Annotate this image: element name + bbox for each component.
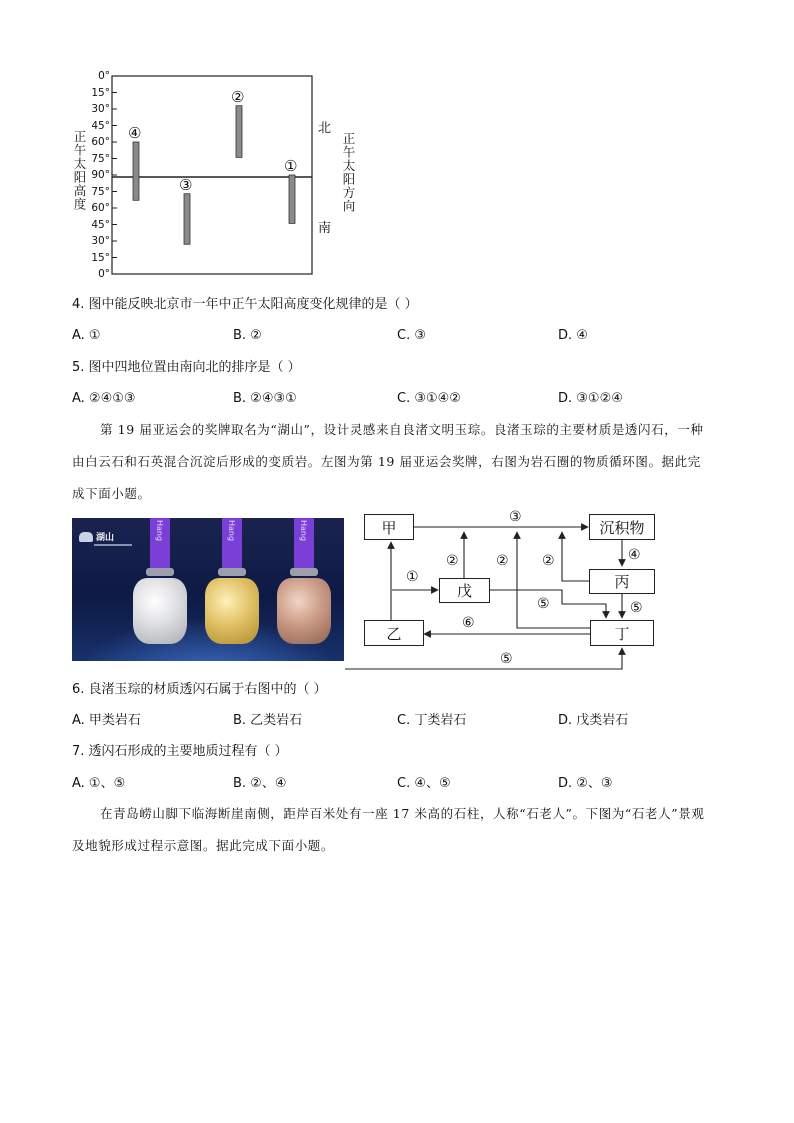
y-tick-label: 45° <box>91 218 110 231</box>
y-tick-label: 30° <box>91 103 110 115</box>
ribbon-text: Hang <box>155 520 164 542</box>
label-2b: ② <box>496 553 509 569</box>
label-5b: ⑤ <box>630 600 643 616</box>
y-tick-label: 0° <box>98 268 110 280</box>
question-6-stem: 6. 良渚玉琮的材质透闪石属于右图中的（ ） <box>72 682 327 697</box>
north-label: 北 <box>318 121 332 136</box>
q7-option-c[interactable]: C. ④、⑤ <box>397 776 451 791</box>
y-tick-label: 45° <box>91 119 110 132</box>
y-tick-label: 60° <box>91 202 110 214</box>
q7-option-a[interactable]: A. ①、⑤ <box>72 776 126 791</box>
y-tick-label: 75° <box>91 185 110 198</box>
south-label: 南 <box>318 221 332 236</box>
label-6: ⑥ <box>462 615 475 631</box>
bar-label: ① <box>284 157 298 175</box>
bar-label: ② <box>231 87 245 106</box>
y-tick-label: 90° <box>91 169 110 181</box>
passage-1-text: 第 19 届亚运会的奖牌取名为“湖山”，设计灵感来自良渚文明玉琮。良渚玉琮的主要材质是透闪石，一种由白云石和石英混合沉淀后形成的变质岩。左图为第 19 届亚运会奖牌，右图为岩石圈的物质循环图。据此完成下面小题。 <box>72 422 704 501</box>
q7-option-b[interactable]: B. ②、④ <box>233 776 287 791</box>
box-wu: 戊 <box>439 578 490 603</box>
q6-option-b[interactable]: B. 乙类岩石 <box>233 713 303 728</box>
q4-option-b[interactable]: B. ② <box>233 328 262 343</box>
q7-option-d[interactable]: D. ②、③ <box>558 776 613 791</box>
label-3: ③ <box>509 509 522 525</box>
q5-option-d[interactable]: D. ③①②④ <box>558 391 623 406</box>
q4-option-c[interactable]: C. ③ <box>397 328 426 343</box>
y-tick-label: 30° <box>91 235 110 247</box>
label-5c: ⑤ <box>500 651 513 667</box>
box-ding: 丁 <box>590 620 654 646</box>
q5-option-c[interactable]: C. ③①④② <box>397 391 461 406</box>
box-jia: 甲 <box>364 514 414 540</box>
box-sediment: 沉积物 <box>589 514 655 540</box>
q6-option-d[interactable]: D. 戊类岩石 <box>558 713 629 728</box>
q4-option-d[interactable]: D. ④ <box>558 328 588 343</box>
box-bing: 丙 <box>589 569 655 594</box>
question-5-stem: 5. 图中四地位置由南向北的排序是（ ） <box>72 360 301 375</box>
arrow-2-bing <box>562 532 589 581</box>
arrow-5-bottom <box>345 648 622 669</box>
question-7-stem: 7. 透闪石形成的主要地质过程有（ ） <box>72 744 288 759</box>
label-4: ④ <box>628 547 641 563</box>
q6-option-c[interactable]: C. 丁类岩石 <box>397 713 467 728</box>
q5-option-a[interactable]: A. ②④①③ <box>72 391 136 406</box>
y-tick-label: 15° <box>91 86 110 99</box>
left-axis-label: 正午太阳高度 <box>72 130 87 211</box>
q6-option-a[interactable]: A. 甲类岩石 <box>72 713 141 728</box>
y-tick-label: 60° <box>91 136 110 148</box>
bar-label: ③ <box>179 175 193 194</box>
label-5a: ⑤ <box>537 596 550 612</box>
label-2a: ② <box>446 553 459 569</box>
ribbon-text: Hang <box>299 520 308 542</box>
label-1: ① <box>406 569 419 585</box>
question-4-stem: 4. 图中能反映北京市一年中正午太阳高度变化规律的是（ ） <box>72 297 418 312</box>
label-2c: ② <box>542 553 555 569</box>
q5-option-b[interactable]: B. ②④③① <box>233 391 297 406</box>
box-yi: 乙 <box>364 620 424 646</box>
y-tick-label: 75° <box>91 152 110 165</box>
arrow-2-ding <box>517 532 590 628</box>
y-tick-label: 0° <box>98 70 110 82</box>
logo-text: 湖山 <box>96 533 115 543</box>
right-axis-label: 正午太阳方向 <box>341 132 356 213</box>
ribbon-text: Hang <box>227 520 236 542</box>
passage-2-text: 在青岛崂山脚下临海断崖南侧，距岸百米处有一座 17 米高的石柱，人称“石老人”。下图为“石老人”景观及地貌形成过程示意图。据此完成下面小题。 <box>72 806 705 853</box>
passage-2 <box>72 798 712 862</box>
q4-option-a[interactable]: A. ① <box>72 328 101 343</box>
y-tick-label: 15° <box>91 251 110 264</box>
bar-label: ④ <box>128 124 142 142</box>
